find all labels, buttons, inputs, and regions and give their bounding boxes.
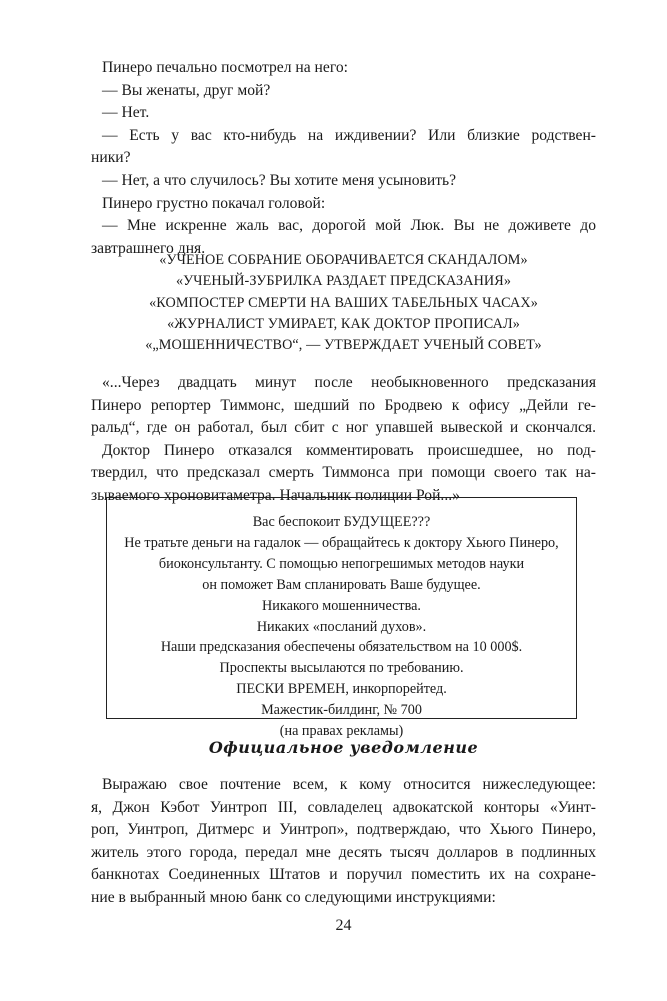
text-line: банкнотах Соединенных Штатов и поручил поместить их на сохране- — [91, 866, 596, 884]
ad-line: биоконсультанту. С помощью непогрешимых методов науки — [158, 555, 525, 572]
text-line: — Мне искренне жаль вас, дорогой мой Люк. Вы не доживете до — [102, 217, 596, 235]
text-line: — Вы женаты, друг мой? — [102, 81, 271, 99]
notice-body — [91, 774, 596, 910]
ad-line: Не тратьте деньги на гадалок — обращайтесь к доктору Хьюго Пинеро, — [124, 534, 559, 551]
text-line: Пинеро грустно покачал головой: — [102, 194, 326, 212]
page-number: 24 — [335, 917, 352, 934]
text-line: завтрашнего дня. — [91, 239, 206, 257]
ad-line: Проспекты высылаются по требованию. — [219, 660, 464, 677]
ad-line: (на правах рекламы) — [279, 723, 404, 740]
text-line: «...Через двадцать минут после необыкновенного предсказания — [102, 374, 596, 391]
ad-line: он поможет Вам спланировать Ваше будущее. — [202, 576, 481, 593]
ad-line: ПЕСКИ ВРЕМЕН, инкорпорейтед. — [236, 681, 447, 698]
text-line: ральд“, где он работал, был сбит с ног упавшей вывеской и скончался. — [91, 419, 596, 437]
newspaper-headlines — [91, 250, 596, 356]
headline: «КОМПОСТЕР СМЕРТИ НА ВАШИХ ТАБЕЛЬНЫХ ЧАСАХ» — [149, 294, 538, 311]
text-line: роп, Уинтроп, Дитмерс и Уинтроп», подтверждаю, что Хьюго Пинеро, — [91, 821, 596, 839]
text-line: Пинеро репортер Тиммонс, шедший по Бродвею к офису „Дейли ге- — [91, 396, 596, 414]
text-line: — Нет, а что случилось? Вы хотите меня усыновить? — [102, 171, 457, 189]
advertisement-box — [106, 497, 577, 740]
text-line: — Есть у вас кто-нибудь на иждивении? Или близкие родствен- — [102, 126, 596, 144]
text-line: ники? — [91, 149, 131, 167]
text-line: Выражаю свое почтение всем, к кому относится нижеследующее: — [102, 776, 596, 793]
ad-line: Вас беспокоит БУДУЩЕЕ??? — [252, 514, 431, 530]
headline: «„МОШЕННИЧЕСТВО“, — УТВЕРЖДАЕТ УЧЕНЫЙ СОВЕТ» — [145, 337, 542, 354]
ad-line: Никакого мошенничества. — [262, 597, 421, 614]
headline: «ЖУРНАЛИСТ УМИРАЕТ, КАК ДОКТОР ПРОПИСАЛ» — [167, 315, 520, 332]
text-line: я, Джон Кэбот Уинтроп III, совладелец адвокатской конторы «Уинт- — [91, 798, 596, 816]
ad-line: Мажестик-билдинг, № 700 — [261, 702, 422, 719]
text-line: Пинеро печально посмотрел на него: — [102, 59, 348, 76]
text-line: твердил, что предсказал смерть Тиммонса при помощи своего так на- — [91, 464, 596, 482]
headline: «УЧЕНОЕ СОБРАНИЕ ОБОРАЧИВАЕТСЯ СКАНДАЛОМ» — [159, 252, 528, 268]
text-line: — Нет. — [102, 104, 150, 122]
ad-line: Никаких «посланий духов». — [256, 618, 427, 635]
text-line: житель этого города, передал мне десять тысяч долларов в подлинных — [91, 843, 596, 861]
news-report — [91, 372, 596, 508]
notice-heading: Официальное уведомление — [208, 738, 479, 757]
text-line: зываемого хроновитаметра. Начальник полиции Рой...» — [91, 486, 460, 504]
headline: «УЧЕНЫЙ-ЗУБРИЛКА РАЗДАЕТ ПРЕДСКАЗАНИЯ» — [175, 273, 512, 290]
ad-line: Наши предсказания обеспечены обязательством на 10 000$. — [160, 639, 523, 656]
text-line: Доктор Пинеро отказался комментировать происшедшее, но под- — [102, 441, 596, 459]
book-page — [91, 0, 596, 1001]
text-line: ние в выбранный мною банк со следующими инструкциями: — [91, 888, 496, 906]
dialogue-section — [91, 57, 596, 260]
